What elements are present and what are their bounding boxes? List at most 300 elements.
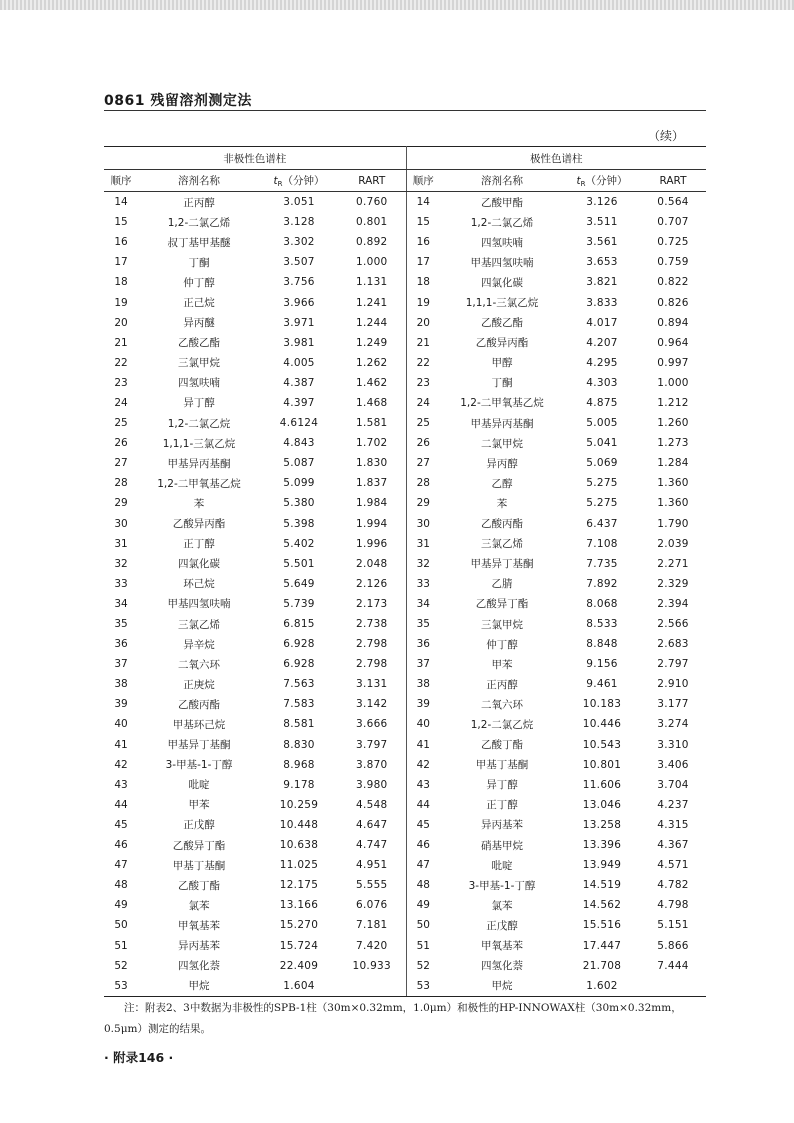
solvent-cell: 二氧六环 (178, 658, 220, 671)
order-cell: 41 (416, 738, 430, 751)
rart-cell: 4.747 (338, 835, 406, 855)
table-row (104, 192, 706, 213)
rart-cell: 1.360 (657, 477, 689, 490)
solvent-cell: 甲烷 (138, 976, 260, 997)
tr-cell: 10.446 (582, 718, 622, 731)
rart-cell: 1.837 (338, 473, 406, 493)
order-cell: 32 (416, 557, 430, 570)
solvent-cell: 乙酸丁酯 (178, 879, 220, 892)
rart-cell: 3.797 (338, 735, 406, 755)
order-cell: 50 (114, 919, 128, 932)
table-column-header (104, 170, 706, 192)
solvent-cell: 丁酮 (188, 256, 210, 269)
rart-cell: 2.798 (338, 634, 406, 654)
table-row (104, 694, 706, 714)
col-order: 顺序 (406, 170, 440, 192)
tr-cell: 9.461 (586, 678, 618, 691)
table-row (104, 674, 706, 694)
rart-cell: 3.310 (657, 738, 689, 751)
tr-cell: 12.175 (279, 879, 319, 892)
solvent-cell: 1,1,1-三氯乙烷 (162, 437, 236, 450)
solvent-cell: 氯苯 (188, 899, 210, 912)
tr-cell: 10.259 (279, 798, 319, 811)
solvent-cell: 苯 (193, 497, 205, 510)
solvent-cell: 1,2-二氯乙烯 (470, 216, 534, 229)
order-cell: 51 (114, 939, 128, 952)
rart-cell: 1.262 (338, 353, 406, 373)
tr-cell: 11.606 (582, 778, 622, 791)
rart-cell: 1.000 (338, 252, 406, 272)
solvent-cell: 异丙基苯 (481, 819, 523, 832)
tr-cell: 15.724 (279, 939, 319, 952)
tr-cell: 21.708 (582, 959, 622, 972)
tr-cell: 5.649 (283, 577, 315, 590)
solvent-cell: 异辛烷 (183, 638, 215, 651)
order-cell: 44 (114, 798, 128, 811)
tr-cell: 1.604 (260, 976, 338, 997)
solvent-cell: 三氯乙烯 (481, 538, 523, 551)
tr-cell: 15.516 (582, 919, 622, 932)
order-cell: 22 (416, 356, 430, 369)
table-row (104, 393, 706, 413)
order-cell: 47 (416, 859, 430, 872)
rart-cell: 0.760 (338, 192, 406, 213)
group-polar: 极性色谱柱 (406, 147, 706, 170)
order-cell: 23 (416, 376, 430, 389)
solvent-cell: 叔丁基甲基醚 (167, 236, 231, 249)
rart-cell: 4.237 (657, 798, 689, 811)
table-row (104, 795, 706, 815)
order-cell: 19 (416, 296, 430, 309)
table-row (104, 272, 706, 292)
solvent-cell: 甲醇 (491, 357, 513, 370)
rart-cell: 4.548 (338, 795, 406, 815)
rart-cell: 3.142 (338, 694, 406, 714)
solvent-cell: 乙酸丙酯 (481, 518, 523, 531)
rart-cell: 0.725 (657, 236, 689, 249)
order-cell: 23 (114, 376, 128, 389)
tr-cell: 3.966 (283, 296, 315, 309)
table-row (104, 634, 706, 654)
order-cell: 15 (114, 216, 128, 229)
tr-cell: 5.069 (586, 457, 618, 470)
table-row (104, 835, 706, 855)
table-row (104, 855, 706, 875)
order-cell: 42 (416, 758, 430, 771)
rart-cell: 0.822 (657, 276, 689, 289)
solvent-cell: 1,2-二甲氧基乙烷 (157, 477, 241, 490)
table-row (104, 875, 706, 895)
rart-cell: 1.241 (338, 292, 406, 312)
rart-cell: 0.964 (657, 336, 689, 349)
tr-cell: 5.739 (283, 597, 315, 610)
order-cell: 35 (416, 618, 430, 631)
rart-cell: 3.870 (338, 755, 406, 775)
order-cell: 50 (416, 919, 430, 932)
rart-cell (640, 976, 706, 997)
table-row (104, 775, 706, 795)
order-cell: 48 (114, 879, 128, 892)
tr-cell: 9.156 (586, 658, 618, 671)
solvent-cell: 乙酸丁酯 (481, 739, 523, 752)
rart-cell: 2.798 (338, 654, 406, 674)
order-cell: 14 (114, 196, 128, 209)
order-cell: 20 (416, 316, 430, 329)
order-cell: 52 (114, 959, 128, 972)
solvent-cell: 异丙醇 (486, 457, 518, 470)
solvent-cell: 氯苯 (491, 899, 513, 912)
solvent-cell: 甲氧基苯 (481, 940, 523, 953)
rart-cell: 1.996 (338, 534, 406, 554)
tr-cell: 3.756 (283, 276, 315, 289)
order-cell: 27 (416, 457, 430, 470)
solvent-cell: 硝基甲烷 (481, 839, 523, 852)
table-row (104, 433, 706, 453)
tr-cell: 5.099 (283, 477, 315, 490)
rart-cell: 2.683 (657, 638, 689, 651)
col-solvent: 溶剂名称 (138, 170, 260, 192)
solvent-cell: 吡啶 (491, 859, 513, 872)
order-cell: 44 (416, 798, 430, 811)
order-cell: 33 (416, 577, 430, 590)
order-cell: 24 (416, 396, 430, 409)
tr-cell: 13.396 (582, 839, 622, 852)
solvent-cell: 仲丁醇 (183, 276, 215, 289)
table-row (104, 614, 706, 634)
col-rart: RART (640, 170, 706, 192)
order-cell: 27 (114, 457, 128, 470)
tr-cell: 3.981 (283, 336, 315, 349)
tr-cell: 3.051 (283, 196, 315, 209)
rart-cell: 1.131 (338, 272, 406, 292)
solvent-cell: 二氯甲烷 (481, 437, 523, 450)
solvent-cell: 甲苯 (188, 799, 210, 812)
tr-cell: 4.005 (283, 356, 315, 369)
solvent-cell: 1,1,1-三氯乙烷 (465, 297, 539, 310)
solvent-cell: 1,2-二氯乙烷 (470, 718, 534, 731)
tr-cell: 3.821 (586, 276, 618, 289)
order-cell: 16 (416, 236, 430, 249)
tr-cell: 1.602 (564, 976, 640, 997)
rart-cell: 4.315 (657, 818, 689, 831)
section-title: 0861 残留溶剂测定法 (104, 93, 252, 109)
table-row (104, 654, 706, 674)
rart-cell: 0.564 (657, 196, 689, 209)
solvent-cell: 甲基环己烷 (172, 718, 226, 731)
solvent-cell: 异丙醚 (183, 317, 215, 330)
tr-cell: 8.068 (586, 597, 618, 610)
rart-cell: 6.076 (338, 895, 406, 915)
tr-cell: 5.398 (283, 517, 315, 530)
order-cell: 16 (114, 236, 128, 249)
tr-cell: 5.087 (283, 457, 315, 470)
rart-cell: 2.048 (338, 554, 406, 574)
rart-cell: 3.274 (657, 718, 689, 731)
header-rule (104, 110, 706, 111)
table-row (104, 212, 706, 232)
solvent-cell: 甲基四氢呋喃 (167, 598, 231, 611)
table-row (104, 554, 706, 574)
tr-cell: 5.275 (586, 477, 618, 490)
rart-cell: 1.830 (338, 453, 406, 473)
solvent-cell: 甲基丁基酮 (172, 859, 226, 872)
table-row (104, 232, 706, 252)
solvent-cell: 正戊醇 (486, 919, 518, 932)
col-rart: RART (338, 170, 406, 192)
tr-cell: 10.638 (279, 839, 319, 852)
table-row (104, 895, 706, 915)
tr-cell: 13.949 (582, 859, 622, 872)
solvent-cell: 环己烷 (183, 578, 215, 591)
table-row (104, 534, 706, 554)
rart-cell: 0.894 (657, 316, 689, 329)
table-row (104, 735, 706, 755)
table-row (104, 976, 706, 997)
table-row (104, 473, 706, 493)
tr-cell: 11.025 (279, 859, 319, 872)
order-cell: 46 (114, 839, 128, 852)
rart-cell: 4.951 (338, 855, 406, 875)
solvent-cell: 乙酸甲酯 (481, 196, 523, 209)
solvent-cell: 乙腈 (491, 578, 513, 591)
tr-cell: 4.397 (283, 396, 315, 409)
tr-cell: 7.735 (586, 557, 618, 570)
tr-cell: 4.303 (586, 376, 618, 389)
solvent-cell: 甲氧基苯 (178, 919, 220, 932)
solvent-cell: 四氢化萘 (481, 960, 523, 973)
rart-cell: 2.566 (657, 618, 689, 631)
table-row (104, 453, 706, 473)
solvent-cell: 异丁醇 (183, 397, 215, 410)
table-row (104, 935, 706, 955)
order-cell: 38 (114, 678, 128, 691)
order-cell: 39 (416, 698, 430, 711)
tr-cell: 3.833 (586, 296, 618, 309)
solvent-cell: 正丙醇 (486, 678, 518, 691)
solvent-cell: 乙酸异丙酯 (172, 518, 226, 531)
rart-cell: 1.000 (657, 376, 689, 389)
rart-cell: 1.702 (338, 433, 406, 453)
solvent-cell: 正庚烷 (183, 678, 215, 691)
rart-cell: 5.555 (338, 875, 406, 895)
rart-cell: 3.131 (338, 674, 406, 694)
solvent-cell: 乙酸异丙酯 (475, 337, 529, 350)
order-cell: 45 (416, 818, 430, 831)
order-cell: 18 (416, 276, 430, 289)
tr-cell: 17.447 (582, 939, 622, 952)
table-row (104, 333, 706, 353)
tr-cell: 10.183 (582, 698, 622, 711)
order-cell: 26 (416, 437, 430, 450)
rart-cell: 0.892 (338, 232, 406, 252)
solvent-cell: 丁酮 (491, 377, 513, 390)
order-cell: 39 (114, 698, 128, 711)
rart-cell: 2.329 (657, 577, 689, 590)
rart-cell: 3.704 (657, 778, 689, 791)
solvent-cell: 乙酸丙酯 (178, 698, 220, 711)
rart-cell: 1.994 (338, 514, 406, 534)
table-row (104, 313, 706, 333)
order-cell: 30 (114, 517, 128, 530)
rart-cell: 1.581 (338, 413, 406, 433)
rart-cell: 3.666 (338, 714, 406, 734)
solvent-cell: 四氢呋喃 (178, 377, 220, 390)
tr-cell: 9.178 (283, 778, 315, 791)
rart-cell: 2.039 (657, 537, 689, 550)
solvent-cell: 甲苯 (491, 658, 513, 671)
order-cell: 38 (416, 678, 430, 691)
rart-cell: 5.151 (657, 919, 689, 932)
rart-cell: 2.126 (338, 574, 406, 594)
order-cell: 36 (416, 638, 430, 651)
solvent-cell: 四氯化碳 (481, 276, 523, 289)
rart-cell: 1.244 (338, 313, 406, 333)
solvent-cell: 乙酸异丁酯 (475, 598, 529, 611)
tr-cell: 3.507 (283, 256, 315, 269)
order-cell: 43 (114, 778, 128, 791)
table-row (104, 915, 706, 935)
order-cell: 49 (114, 899, 128, 912)
table-row (104, 493, 706, 513)
page-number: · 附录146 · (104, 1050, 174, 1065)
order-cell: 34 (416, 597, 430, 610)
tr-cell: 4.387 (283, 376, 315, 389)
tr-cell: 5.041 (586, 437, 618, 450)
order-cell: 53 (104, 976, 138, 997)
tr-cell: 22.409 (279, 959, 319, 972)
tr-cell: 14.519 (582, 879, 622, 892)
order-cell: 48 (416, 879, 430, 892)
order-cell: 25 (114, 417, 128, 430)
order-cell: 53 (406, 976, 440, 997)
tr-cell: 13.258 (582, 818, 622, 831)
rart-cell: 0.997 (657, 356, 689, 369)
rart-cell: 0.759 (657, 256, 689, 269)
order-cell: 15 (416, 216, 430, 229)
tr-cell: 13.166 (279, 899, 319, 912)
rart-cell: 2.271 (657, 557, 689, 570)
order-cell: 20 (114, 316, 128, 329)
table-row (104, 594, 706, 614)
tr-cell: 6.437 (586, 517, 618, 530)
order-cell: 37 (114, 658, 128, 671)
order-cell: 34 (114, 597, 128, 610)
order-cell: 51 (416, 939, 430, 952)
tr-cell: 3.971 (283, 316, 315, 329)
table-row (104, 292, 706, 312)
order-cell: 41 (114, 738, 128, 751)
group-nonpolar: 非极性色谱柱 (104, 147, 406, 170)
footnote: 注：附表2、3中数据为非极性的SPB-1柱（30m×0.32mm，1.0μm）和极性的HP-INNOWAX柱（30m×0.32mm，0.5μm）测定的结果。 (104, 1002, 682, 1035)
tr-cell: 3.511 (586, 216, 618, 229)
tr-cell: 3.302 (283, 236, 315, 249)
tr-cell: 14.562 (582, 899, 622, 912)
tr-cell: 15.270 (279, 919, 319, 932)
table-group-header (104, 147, 706, 170)
rart-cell: 1.260 (657, 417, 689, 430)
tr-cell: 5.005 (586, 417, 618, 430)
tr-cell: 8.848 (586, 638, 618, 651)
solvent-cell: 苯 (496, 497, 508, 510)
solvent-cell: 乙酸乙酯 (178, 337, 220, 350)
table-row (104, 252, 706, 272)
rart-cell: 1.212 (657, 396, 689, 409)
solvent-cell: 正己烷 (183, 297, 215, 310)
table-row (104, 514, 706, 534)
rart-cell: 10.933 (338, 956, 406, 976)
order-cell: 42 (114, 758, 128, 771)
order-cell: 40 (114, 718, 128, 731)
tr-cell: 5.501 (283, 557, 315, 570)
rart-cell: 1.790 (657, 517, 689, 530)
tr-cell: 4.875 (586, 396, 618, 409)
solvent-cell: 仲丁醇 (486, 638, 518, 651)
rart-cell: 7.444 (657, 959, 689, 972)
solvent-cell: 异丁醇 (486, 779, 518, 792)
order-cell: 36 (114, 638, 128, 651)
rart-cell: 4.571 (657, 859, 689, 872)
order-cell: 46 (416, 839, 430, 852)
tr-cell: 6.815 (283, 618, 315, 631)
tr-cell: 8.830 (283, 738, 315, 751)
solvent-cell: 甲基异丙基酮 (470, 417, 534, 430)
order-cell: 14 (416, 196, 430, 209)
order-cell: 37 (416, 658, 430, 671)
rart-cell: 0.707 (657, 216, 689, 229)
rart-cell: 2.910 (657, 678, 689, 691)
table-row (104, 815, 706, 835)
solvent-cell: 正丁醇 (183, 538, 215, 551)
solvent-cell: 甲基异丙基酮 (167, 457, 231, 470)
tr-cell: 10.448 (279, 818, 319, 831)
rart-cell: 0.801 (338, 212, 406, 232)
rart-cell: 5.866 (657, 939, 689, 952)
tr-cell: 7.108 (586, 537, 618, 550)
solvent-cell: 异丙基苯 (178, 940, 220, 953)
order-cell: 28 (114, 477, 128, 490)
continued-label: （续） (647, 129, 684, 143)
rart-cell: 4.782 (657, 879, 689, 892)
solvent-cell: 甲基四氢呋喃 (470, 256, 534, 269)
rart-cell: 3.406 (657, 758, 689, 771)
table-row (104, 413, 706, 433)
table-row (104, 755, 706, 775)
tr-cell: 7.583 (283, 698, 315, 711)
order-cell: 21 (416, 336, 430, 349)
col-tr: $t_R$（分钟） (260, 170, 338, 192)
order-cell: 30 (416, 517, 430, 530)
col-tr: $t_R$（分钟） (564, 170, 640, 192)
solvent-cell: 1,2-二氯乙烷 (167, 417, 231, 430)
solvent-cell: 三氯甲烷 (178, 357, 220, 370)
tr-cell: 8.581 (283, 718, 315, 731)
rart-cell: 7.181 (338, 915, 406, 935)
table-row (104, 956, 706, 976)
solvent-cell: 3-甲基-1-丁醇 (468, 879, 536, 892)
tr-cell: 6.928 (283, 658, 315, 671)
solvent-cell: 三氯甲烷 (481, 618, 523, 631)
rart-cell: 1.273 (657, 437, 689, 450)
order-cell: 19 (114, 296, 128, 309)
tr-cell: 3.561 (586, 236, 618, 249)
solvent-cell: 三氯乙烯 (178, 618, 220, 631)
order-cell: 21 (114, 336, 128, 349)
solvent-cell: 1,2-二氯乙烯 (167, 216, 231, 229)
rart-cell: 1.984 (338, 493, 406, 513)
solvent-cell: 四氢呋喃 (481, 236, 523, 249)
rart-cell: 4.798 (657, 899, 689, 912)
solvent-cell: 甲烷 (440, 976, 564, 997)
